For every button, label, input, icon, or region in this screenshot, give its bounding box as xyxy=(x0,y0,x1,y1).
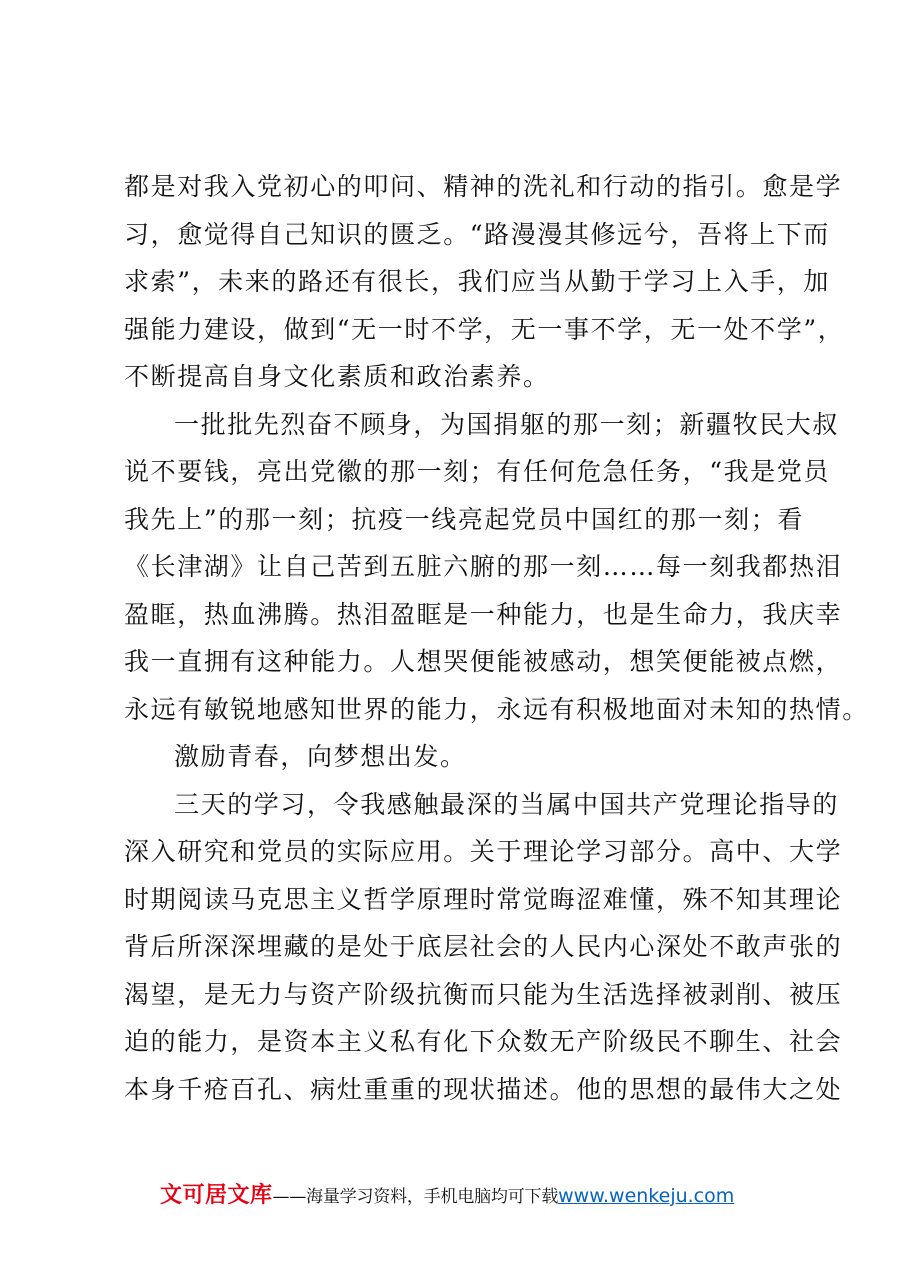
footer-banner xyxy=(160,1182,800,1210)
text-line: 说不要钱，亮出党徽的那一刻；有任何危急任务，“我是党员 xyxy=(124,457,830,486)
text-line: 渴望，是无力与资产阶级抗衡而只能为生活选择被剥削、被压 xyxy=(124,979,843,1009)
text-line: 迫的能力，是资本主义私有化下众数无产阶级民不聊生、社会 xyxy=(124,1027,843,1056)
text-line: 一批批先烈奋不顾身，为国捐躯的那一刻；新疆牧民大叔 xyxy=(174,409,840,439)
text-line: 强能力建设，做到“无一时不学，无一事不学，无一处不学”， xyxy=(124,314,845,344)
footer-brand: 文可居文库 xyxy=(160,1183,273,1208)
text-line: 我先上”的那一刻；抗疫一线亮起党员中国红的那一刻；看 xyxy=(124,504,804,534)
text-line: 不断提高自身文化素质和政治素养。 xyxy=(124,362,550,391)
text-line: 习，愈觉得自己知识的匮乏。“路漫漫其修远兮，吾将上下而 xyxy=(124,219,830,249)
text-line: 求索”，未来的路还有很长，我们应当从勤于学习上入手，加 xyxy=(124,267,830,296)
body-text xyxy=(124,163,869,1113)
text-line: 盈眶，热血沸腾。热泪盈眶是一种能力，也是生命力，我庆幸 xyxy=(124,599,843,629)
text-line: 《长津湖》让自己苦到五脏六腑的那一刻……每一刻我都热泪 xyxy=(124,552,843,581)
footer-slogan: ——海量学习资料，手机电脑均可下载 xyxy=(272,1187,559,1207)
text-line: 深入研究和党员的实际应用。关于理论学习部分。高中、大学 xyxy=(124,837,843,866)
text-line: 本身千疮百孔、病灶重重的现状描述。他的思想的最伟大之处 xyxy=(124,1074,843,1104)
text-line: 时期阅读马克思主义哲学原理时常觉晦涩难懂，殊不知其理论 xyxy=(124,884,843,914)
text-line: 背后所深深埋藏的是处于底层社会的人民内心深处不敢声张的 xyxy=(124,932,843,961)
text-line: 都是对我入党初心的叩问、精神的洗礼和行动的指引。愈是学 xyxy=(124,172,843,201)
text-line: 永远有敏锐地感知世界的能力，永远有积极地面对未知的热情。 xyxy=(124,694,869,724)
text-line: 我一直拥有这种能力。人想哭便能被感动，想笑便能被点燃， xyxy=(124,647,843,676)
text-line: 三天的学习，令我感触最深的当属中国共产党理论指导的 xyxy=(174,789,840,819)
text-line: 激励青春，向梦想出发。 xyxy=(174,742,467,771)
footer-website-link[interactable]: www.wenkeju.com xyxy=(558,1185,735,1207)
